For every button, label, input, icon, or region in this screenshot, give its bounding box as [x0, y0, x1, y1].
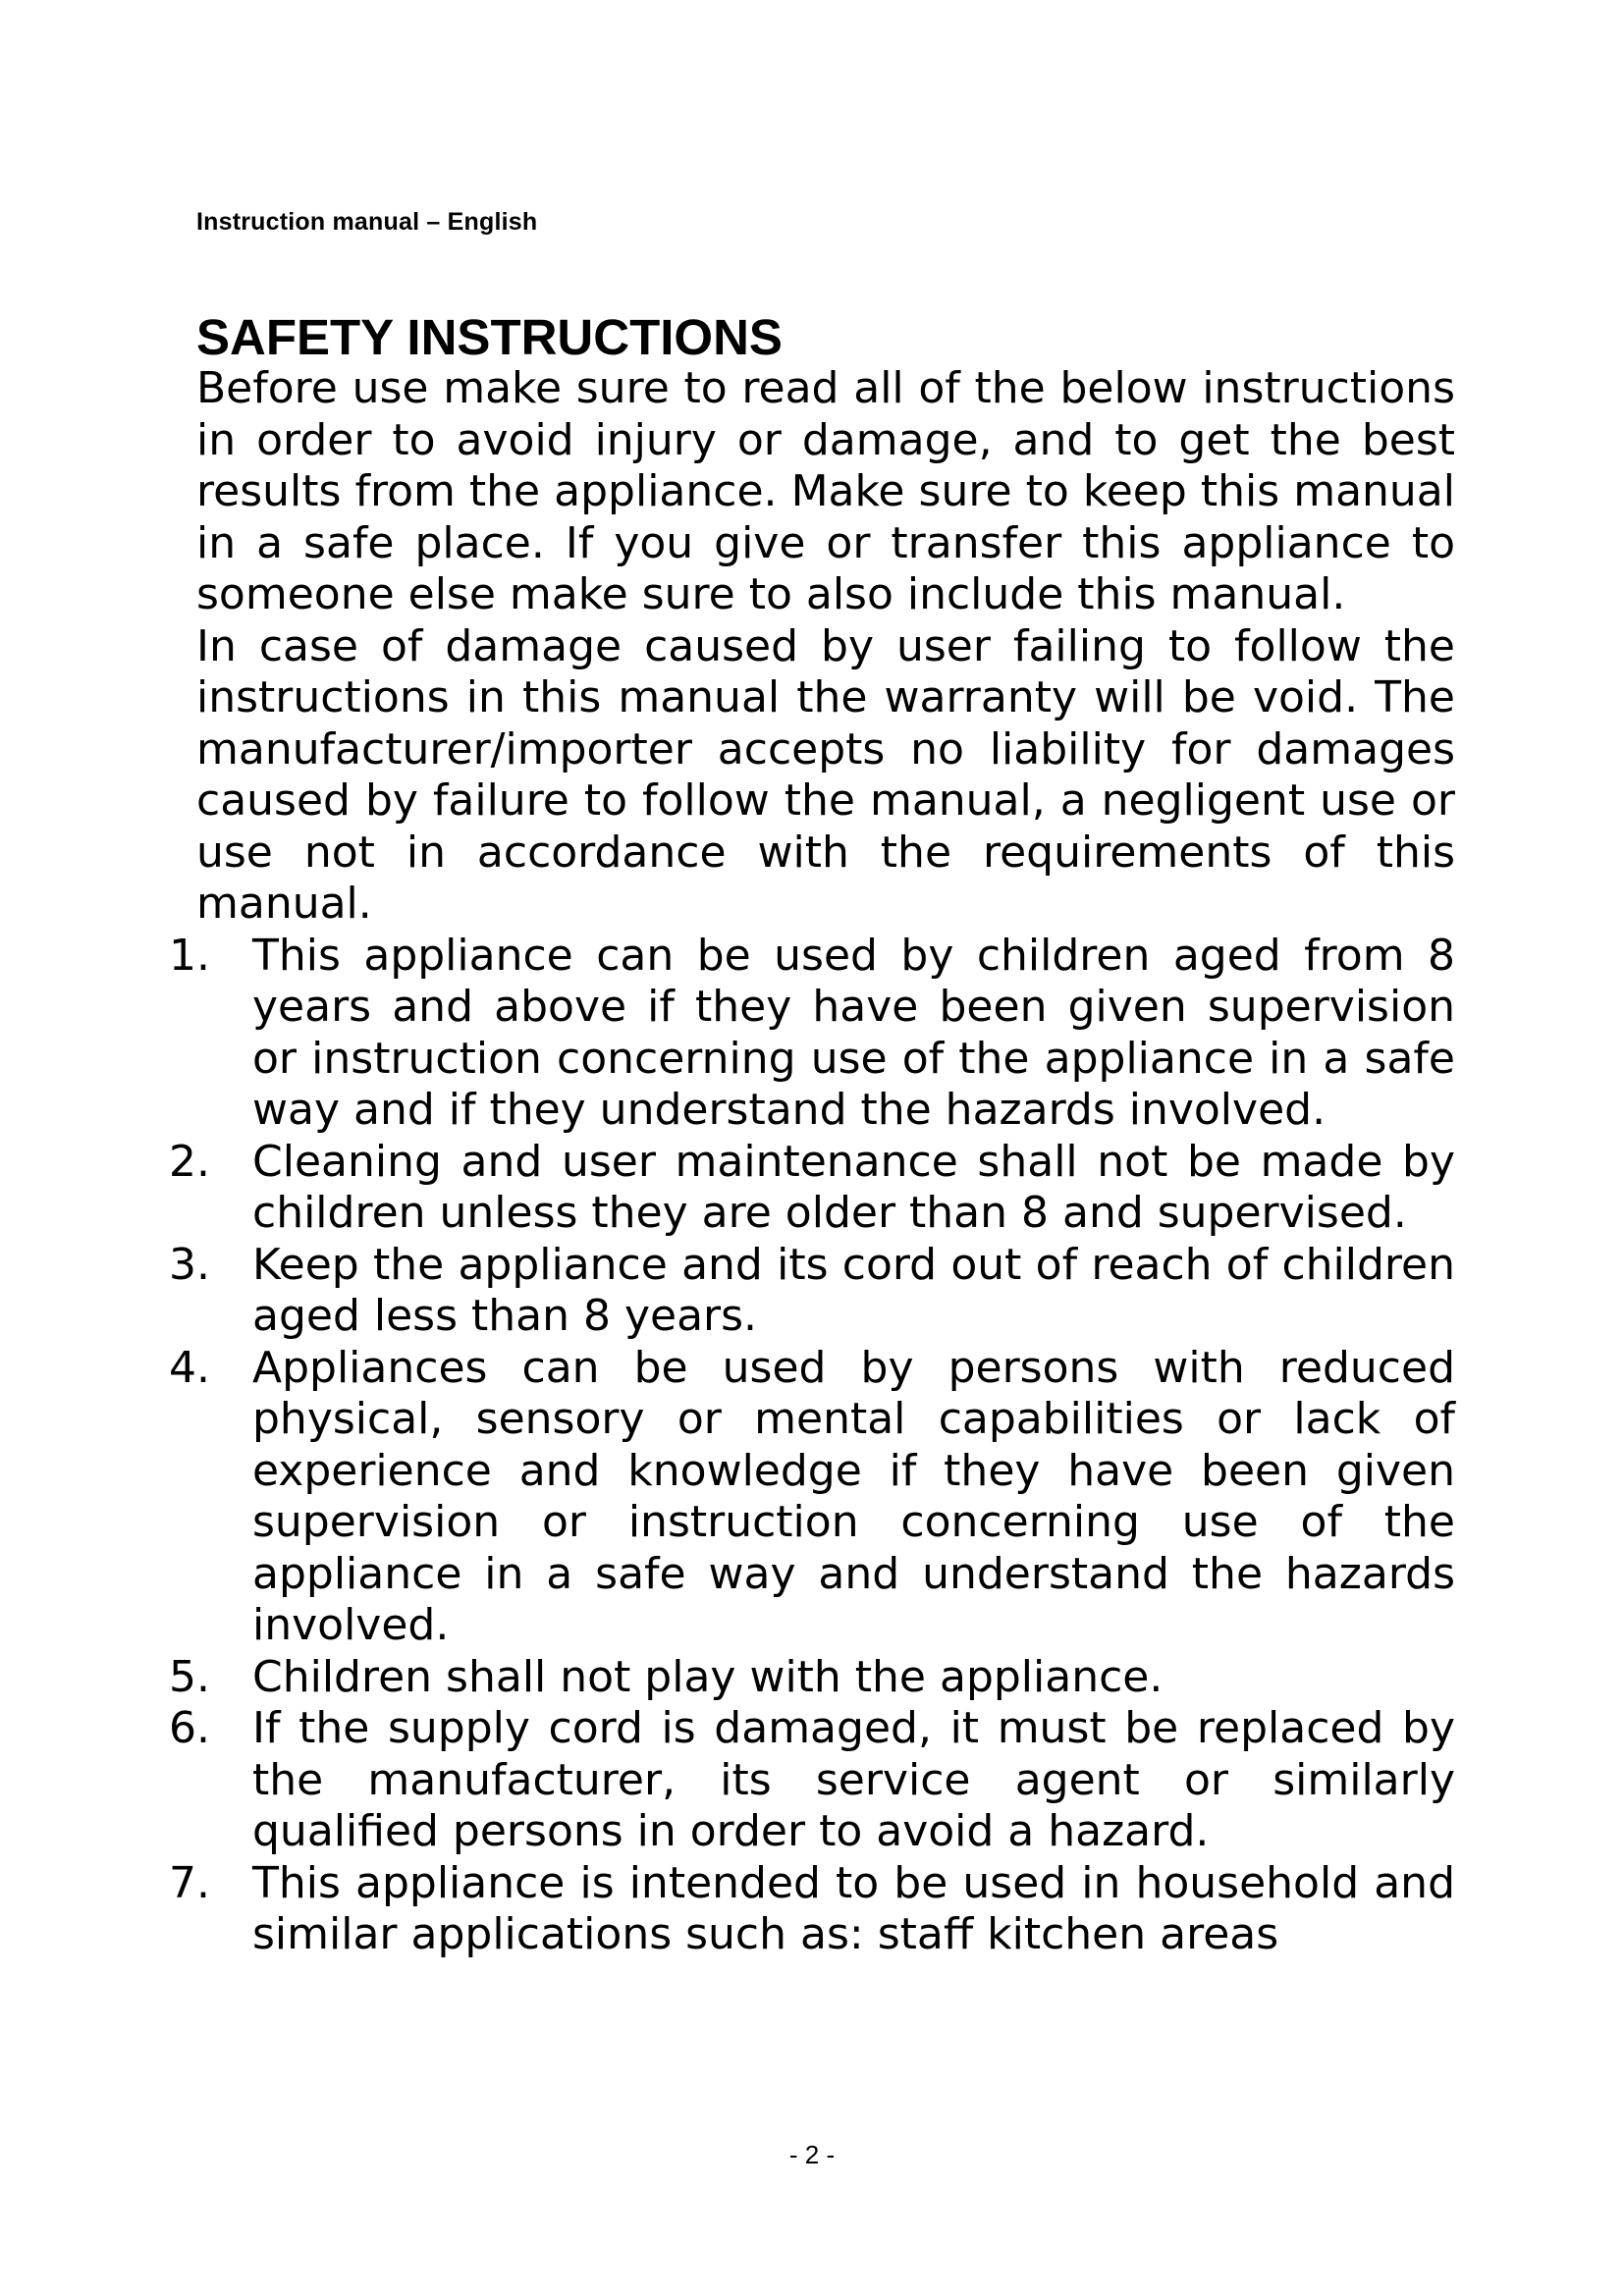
list-item [169, 1703, 1455, 1858]
list-item-number: 4. [169, 1342, 210, 1393]
intro-paragraph: Before use make sure to read all of the below instructions in order to avoid injury or damage, and to get the best results from the appliance. Make sure to keep this manual in a safe place. If you give or transfer this appliance to someone else make sure to also include this manual. [196, 363, 1455, 619]
list-item-text: Keep the appliance and its cord out of reach of children aged less than 8 years. [252, 1239, 1455, 1341]
list-item [169, 1651, 1455, 1704]
list-item-text: Children shall not play with the appliance. [252, 1651, 1164, 1702]
manual-header: Instruction manual – English [196, 208, 538, 236]
list-item-text: Cleaning and user maintenance shall not be made by children unless they are older than 8 and supervised. [252, 1136, 1455, 1238]
list-item-number: 3. [169, 1239, 210, 1290]
list-item-text: This appliance is intended to be used in household and similar applications such as: staff kitchen areas [252, 1857, 1455, 1959]
list-item-number: 6. [169, 1703, 210, 1753]
list-item [169, 1136, 1455, 1240]
list-item-text: Appliances can be used by persons with reduced physical, sensory or mental capabilities or lack of experience and knowledge if they have been given supervision or instruction concerning use of the appliance in a safe way and understand the hazards involved. [252, 1342, 1455, 1650]
section-title: SAFETY INSTRUCTIONS [196, 309, 783, 365]
list-item-number: 2. [169, 1136, 210, 1187]
list-item [169, 1239, 1455, 1343]
list-item-number: 7. [169, 1857, 210, 1908]
list-item [169, 1857, 1455, 1961]
warranty-paragraph: In case of damage caused by user failing to follow the instructions in this manual the warranty will be void. The manufacturer/importer accepts no liability for damages caused by failure to follow the manual, a negligent use or use not in accordance with the requirements of this manual. [196, 620, 1455, 929]
list-item-number: 1. [169, 930, 210, 981]
list-item-text: This appliance can be used by children aged from 8 years and above if they have been given supervision or instruction concerning use of the appliance in a safe way and if they understand the hazards involved. [252, 930, 1455, 1135]
list-item-text: If the supply cord is damaged, it must be replaced by the manufacturer, its service agent or similarly qualified persons in order to avoid a hazard. [252, 1703, 1455, 1856]
list-item [169, 1342, 1455, 1652]
page-number: - 2 - [788, 2140, 836, 2169]
list-item-number: 5. [169, 1651, 210, 1702]
safety-section [169, 309, 1455, 1961]
safety-list [169, 930, 1455, 1961]
list-item [169, 930, 1455, 1137]
